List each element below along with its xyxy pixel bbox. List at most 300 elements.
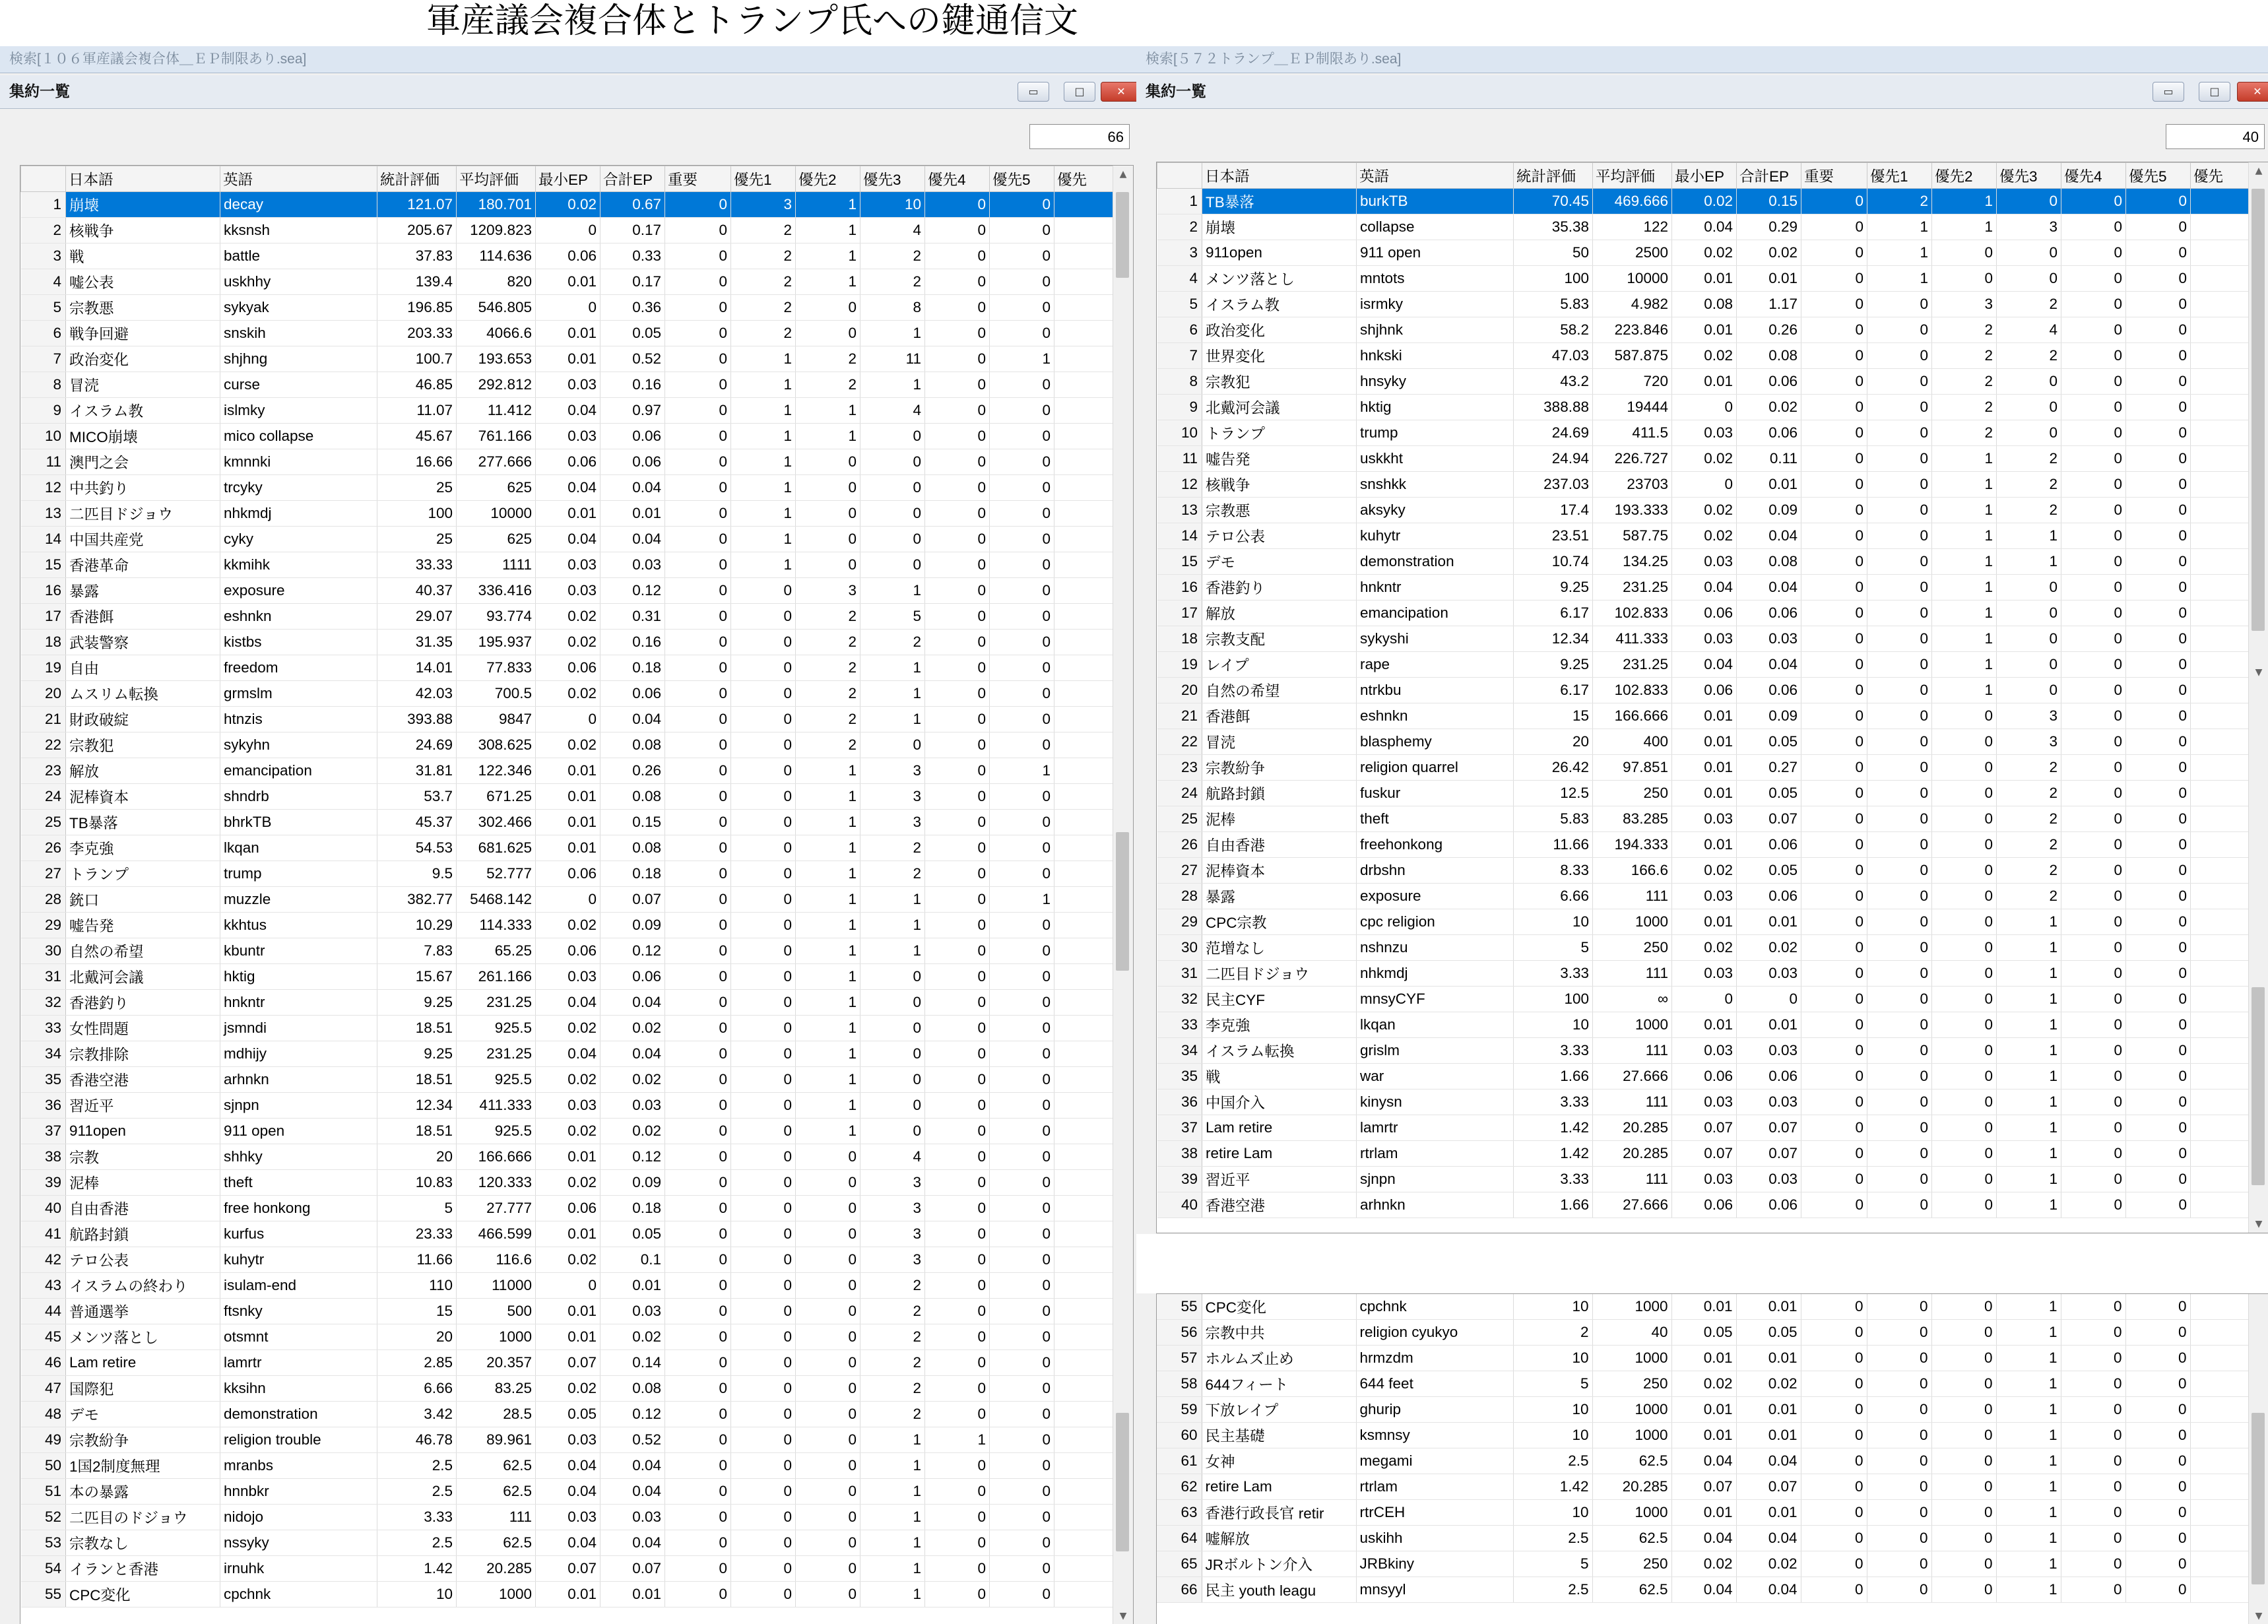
table-cell[interactable]: 核戦争	[66, 218, 220, 244]
table-cell[interactable]	[1054, 192, 1114, 218]
table-cell[interactable]: 0	[925, 1350, 990, 1376]
table-cell[interactable]: 0	[1997, 369, 2061, 395]
table-cell[interactable]	[1054, 269, 1114, 295]
table-cell[interactable]: 0	[731, 758, 796, 784]
table-cell[interactable]: 0	[925, 1324, 990, 1350]
scroll-up-arrow-icon[interactable]: ▲	[1119, 169, 1127, 179]
table-cell[interactable]: 0	[925, 501, 990, 527]
table-cell[interactable]: 0	[2061, 1115, 2126, 1141]
table-cell[interactable]: 0	[2126, 498, 2191, 523]
table-cell[interactable]: 0	[665, 861, 731, 887]
table-cell[interactable]: 0	[1931, 1320, 1996, 1346]
table-cell[interactable]: TB暴落	[1202, 189, 1357, 214]
table-cell[interactable]: 0	[796, 295, 860, 321]
table-cell[interactable]: 0	[1801, 1192, 1867, 1218]
table-cell[interactable]	[1054, 295, 1114, 321]
table-cell[interactable]: megami	[1356, 1448, 1513, 1474]
table-cell[interactable]: 10	[1514, 1012, 1593, 1038]
table-cell[interactable]: 0	[731, 1196, 796, 1221]
table-cell[interactable]: hktig	[1357, 395, 1514, 420]
column-header[interactable]: 優先2	[1932, 163, 1997, 189]
table-cell[interactable]: 中共釣り	[66, 475, 220, 501]
table-cell[interactable]: 0	[665, 681, 731, 707]
table-cell[interactable]: 114.636	[457, 244, 536, 269]
table-cell[interactable]: CPC変化	[1202, 1294, 1356, 1320]
table-cell[interactable]: 120.333	[457, 1170, 536, 1196]
table-cell[interactable]: 0	[2061, 935, 2126, 961]
table-cell[interactable]	[2191, 1064, 2250, 1089]
table-cell[interactable]: 0	[1801, 1423, 1867, 1448]
table-cell[interactable]: 0.06	[1737, 1064, 1801, 1089]
table-cell[interactable]: 0.06	[600, 449, 665, 475]
table-cell[interactable]: 1.42	[1513, 1474, 1592, 1500]
table-cell[interactable]: 5	[1514, 935, 1593, 961]
table-cell[interactable]: 0.03	[1672, 884, 1737, 909]
table-cell[interactable]: 0	[1997, 266, 2061, 292]
table-cell[interactable]: 0	[990, 1453, 1054, 1479]
table-cell[interactable]: 0	[1931, 1423, 1996, 1448]
table-cell[interactable]: 0	[731, 1093, 796, 1119]
table-cell[interactable]: 500	[457, 1299, 536, 1324]
table-cell[interactable]: 0.05	[1737, 858, 1801, 884]
table-cell[interactable]: 0.04	[1737, 575, 1801, 601]
table-cell[interactable]: 1	[990, 346, 1054, 372]
table-cell[interactable]: 0.06	[536, 1196, 600, 1221]
table-cell[interactable]: 0	[2126, 343, 2191, 369]
table-cell[interactable]: 0	[1801, 189, 1867, 214]
table-cell[interactable]: 1	[1996, 1500, 2061, 1526]
table-cell[interactable]: 0.04	[1737, 652, 1801, 678]
table-cell[interactable]: 本の暴露	[66, 1479, 220, 1505]
table-cell[interactable]: 暴露	[66, 578, 220, 604]
table-cell[interactable]: 1	[860, 1427, 925, 1453]
table-cell[interactable]: 0	[796, 1221, 860, 1247]
table-cell[interactable]: 0	[2125, 1294, 2190, 1320]
table-cell[interactable]: 0.01	[1736, 1500, 1801, 1526]
table-cell[interactable]: 0	[796, 1402, 860, 1427]
table-cell[interactable]: 0.14	[600, 1350, 665, 1376]
table-cell[interactable]: 0.17	[600, 269, 665, 295]
table-cell[interactable]: 0.09	[1737, 703, 1801, 729]
table-cell[interactable]: 0	[665, 218, 731, 244]
table-cell[interactable]: 10	[860, 192, 925, 218]
table-cell[interactable]: 0.04	[1671, 1577, 1736, 1603]
table-row[interactable]	[1157, 1012, 2250, 1038]
table-cell[interactable]: 0	[665, 964, 731, 990]
table-cell[interactable]: 0	[1801, 601, 1867, 626]
table-cell[interactable]: 2	[1997, 884, 2061, 909]
table-cell[interactable]: 0.97	[600, 398, 665, 424]
table-cell[interactable]: 302.466	[457, 810, 536, 835]
table-row[interactable]	[1157, 961, 2250, 987]
table-cell[interactable]: 25	[377, 475, 457, 501]
table-cell[interactable]: ntrkbu	[1357, 678, 1514, 703]
table-cell[interactable]: 9.25	[1514, 575, 1593, 601]
table-cell[interactable]: 0	[1801, 1500, 1867, 1526]
table-cell[interactable]: 0.18	[600, 1196, 665, 1221]
column-header[interactable]: 英語	[1357, 163, 1514, 189]
table-cell[interactable]: 0	[2061, 703, 2126, 729]
table-cell[interactable]: 250	[1592, 1551, 1671, 1577]
table-cell[interactable]: drbshn	[1357, 858, 1514, 884]
table-cell[interactable]: 1	[796, 1119, 860, 1144]
table-cell[interactable]: 0	[731, 1144, 796, 1170]
table-cell[interactable]: 0	[536, 218, 600, 244]
left-scroll-thumb[interactable]	[1116, 192, 1129, 278]
table-cell[interactable]: 暴露	[1202, 884, 1357, 909]
table-cell[interactable]: 0	[2126, 935, 2191, 961]
table-cell[interactable]: 0	[1867, 446, 1932, 472]
table-cell[interactable]: 香港空港	[66, 1067, 220, 1093]
table-cell[interactable]: 193.333	[1593, 498, 1672, 523]
column-header[interactable]: 平均評価	[1593, 163, 1672, 189]
table-cell[interactable]: 0	[1867, 652, 1932, 678]
table-cell[interactable]: 26.42	[1514, 755, 1593, 781]
table-cell[interactable]	[2191, 832, 2250, 858]
table-cell[interactable]: 1	[1932, 189, 1997, 214]
table-cell[interactable]: 1	[1932, 523, 1997, 549]
table-cell[interactable]: 1	[860, 372, 925, 398]
table-cell[interactable]: 宗教紛争	[1202, 755, 1357, 781]
table-cell[interactable]: 47.03	[1514, 343, 1593, 369]
table-cell[interactable]	[2190, 1371, 2249, 1397]
table-cell[interactable]: 0	[665, 1556, 731, 1582]
table-cell[interactable]: 180.701	[457, 192, 536, 218]
table-cell[interactable]: 0	[731, 990, 796, 1016]
table-row[interactable]	[1157, 575, 2250, 601]
table-cell[interactable]: grmslm	[220, 681, 377, 707]
table-cell[interactable]: 0	[2061, 1346, 2125, 1371]
table-cell[interactable]: 27.666	[1593, 1192, 1672, 1218]
table-cell[interactable]: 0	[1801, 395, 1867, 420]
table-cell[interactable]: htnzis	[220, 707, 377, 732]
column-header[interactable]: 統計評価	[1514, 163, 1593, 189]
table-row[interactable]	[21, 1350, 1114, 1376]
table-cell[interactable]: 0	[925, 1041, 990, 1067]
table-cell[interactable]: 0	[925, 1170, 990, 1196]
table-cell[interactable]: 0	[731, 1530, 796, 1556]
table-cell[interactable]: 2	[796, 346, 860, 372]
table-cell[interactable]: 0	[2126, 652, 2191, 678]
table-cell[interactable]: 0.04	[1672, 652, 1737, 678]
table-cell[interactable]: 0	[925, 990, 990, 1016]
table-cell[interactable]: 1	[796, 990, 860, 1016]
table-cell[interactable]: 0	[1867, 1577, 1931, 1603]
table-cell[interactable]: 0	[665, 758, 731, 784]
table-cell[interactable]: 0	[990, 1093, 1054, 1119]
table-row[interactable]	[1157, 1192, 2250, 1218]
table-cell[interactable]: 0	[1932, 884, 1997, 909]
table-cell[interactable]: 2	[860, 1402, 925, 1427]
table-cell[interactable]: 5	[1513, 1371, 1592, 1397]
table-cell[interactable]: 自由香港	[66, 1196, 220, 1221]
table-cell[interactable]: 2	[796, 707, 860, 732]
column-header[interactable]: 最小EP	[536, 166, 600, 192]
table-cell[interactable]: 27.777	[457, 1196, 536, 1221]
table-cell[interactable]: 45.67	[377, 424, 457, 449]
table-cell[interactable]: 0.27	[1737, 755, 1801, 781]
table-cell[interactable]: 0	[2061, 1500, 2125, 1526]
table-cell[interactable]: 1	[1867, 266, 1932, 292]
table-cell[interactable]: 0.06	[600, 424, 665, 449]
table-cell[interactable]: 国際犯	[66, 1376, 220, 1402]
table-cell[interactable]: 0	[2125, 1526, 2190, 1551]
table-cell[interactable]: 1	[1997, 1167, 2061, 1192]
table-cell[interactable]	[2191, 1089, 2250, 1115]
table-cell[interactable]	[1054, 1376, 1114, 1402]
table-cell[interactable]: 0	[1867, 1448, 1931, 1474]
table-cell[interactable]	[1054, 372, 1114, 398]
table-cell[interactable]: 0.04	[600, 1453, 665, 1479]
table-cell[interactable]: 0.03	[1672, 420, 1737, 446]
table-cell[interactable]	[2191, 961, 2250, 987]
table-cell[interactable]: 0	[925, 449, 990, 475]
table-cell[interactable]: 0	[665, 1016, 731, 1041]
table-cell[interactable]	[2191, 678, 2250, 703]
table-cell[interactable]: 2	[731, 321, 796, 346]
table-cell[interactable]: 2.5	[377, 1479, 457, 1505]
table-cell[interactable]: 0	[1801, 652, 1867, 678]
table-row[interactable]	[21, 346, 1114, 372]
table-cell[interactable]: 3	[860, 1170, 925, 1196]
table-cell[interactable]: 0	[925, 1505, 990, 1530]
table-row[interactable]	[1157, 1371, 2249, 1397]
table-cell[interactable]	[2191, 549, 2250, 575]
table-cell[interactable]: 0	[2061, 909, 2126, 935]
table-cell[interactable]: 0	[1931, 1346, 1996, 1371]
table-cell[interactable]: 1	[1996, 1320, 2061, 1346]
table-cell[interactable]: 香港釣り	[1202, 575, 1357, 601]
table-cell[interactable]: 1	[990, 887, 1054, 913]
table-cell[interactable]: 0.17	[600, 218, 665, 244]
table-row[interactable]	[21, 938, 1114, 964]
table-cell[interactable]: snshkk	[1357, 472, 1514, 498]
table-cell[interactable]: 0	[665, 1299, 731, 1324]
table-cell[interactable]: 0	[2125, 1577, 2190, 1603]
table-cell[interactable]: 1	[796, 784, 860, 810]
table-cell[interactable]	[2191, 523, 2250, 549]
table-cell[interactable]: 2	[731, 269, 796, 295]
table-cell[interactable]: 9.25	[1514, 652, 1593, 678]
table-cell[interactable]: 0.07	[600, 1556, 665, 1582]
table-row[interactable]	[21, 990, 1114, 1016]
table-cell[interactable]: 1.42	[1514, 1115, 1593, 1141]
table-cell[interactable]: 0.12	[600, 1402, 665, 1427]
table-row[interactable]	[21, 1067, 1114, 1093]
table-cell[interactable]: 0	[2126, 961, 2191, 987]
table-row[interactable]	[1157, 240, 2250, 266]
table-row[interactable]	[1157, 1526, 2249, 1551]
table-cell[interactable]: 0	[1867, 1474, 1931, 1500]
table-cell[interactable]: 1	[1997, 1012, 2061, 1038]
table-cell[interactable]: 0.05	[600, 321, 665, 346]
table-cell[interactable]	[1054, 1196, 1114, 1221]
table-row[interactable]	[21, 1041, 1114, 1067]
table-cell[interactable]: 0	[1801, 1346, 1867, 1371]
table-cell[interactable]: 范增なし	[1202, 935, 1357, 961]
table-cell[interactable]: 231.25	[457, 1041, 536, 1067]
table-cell[interactable]: 1	[1997, 549, 2061, 575]
table-cell[interactable]: 29.07	[377, 604, 457, 630]
table-cell[interactable]: 0.01	[1672, 729, 1737, 755]
table-cell[interactable]: 1	[1867, 240, 1932, 266]
table-cell[interactable]: 0	[796, 1427, 860, 1453]
table-cell[interactable]	[1054, 732, 1114, 758]
table-cell[interactable]: 0.01	[1737, 1012, 1801, 1038]
table-cell[interactable]: 2	[796, 630, 860, 655]
table-cell[interactable]: 0	[731, 707, 796, 732]
table-cell[interactable]: 0.04	[536, 527, 600, 552]
table-cell[interactable]: 0	[990, 1067, 1054, 1093]
table-cell[interactable]: 0	[536, 295, 600, 321]
table-cell[interactable]: 1	[860, 1505, 925, 1530]
table-row[interactable]	[21, 1016, 1114, 1041]
table-cell[interactable]: 香港行政長官 retir	[1202, 1500, 1356, 1526]
table-cell[interactable]: 0.02	[1672, 523, 1737, 549]
table-cell[interactable]	[1054, 1453, 1114, 1479]
table-cell[interactable]: 0	[2125, 1500, 2190, 1526]
table-row[interactable]	[21, 1530, 1114, 1556]
table-cell[interactable]: 0	[1867, 1371, 1931, 1397]
table-cell[interactable]: freehonkong	[1357, 832, 1514, 858]
table-cell[interactable]: 5	[860, 604, 925, 630]
table-row[interactable]	[21, 1324, 1114, 1350]
left-scroll-thumb-mid[interactable]	[1116, 832, 1129, 971]
table-row[interactable]	[21, 424, 1114, 449]
table-cell[interactable]: 122.346	[457, 758, 536, 784]
right-scroll-thumb[interactable]	[2252, 189, 2265, 631]
table-cell[interactable]: 0.01	[1736, 1294, 1801, 1320]
table-cell[interactable]: kksihn	[220, 1376, 377, 1402]
table-cell[interactable]: 0	[1801, 703, 1867, 729]
table-cell[interactable]: 0.04	[600, 990, 665, 1016]
table-cell[interactable]	[2191, 1115, 2250, 1141]
right-scroll-thumb-low[interactable]	[2252, 987, 2265, 1185]
table-cell[interactable]: 0	[796, 449, 860, 475]
table-cell[interactable]: 1000	[457, 1582, 536, 1608]
table-cell[interactable]: 0	[1867, 549, 1932, 575]
table-cell[interactable]: 0	[2061, 1423, 2125, 1448]
table-cell[interactable]: 9.25	[377, 990, 457, 1016]
table-cell[interactable]: 0.03	[1672, 626, 1737, 652]
table-cell[interactable]: 1	[796, 1067, 860, 1093]
table-cell[interactable]	[2191, 1141, 2250, 1167]
table-cell[interactable]: 0	[925, 218, 990, 244]
table-cell[interactable]: 2	[796, 681, 860, 707]
table-cell[interactable]	[2191, 343, 2250, 369]
table-cell[interactable]: 0	[1801, 1448, 1867, 1474]
table-cell[interactable]: 香港餌	[1202, 703, 1357, 729]
table-cell[interactable]: 0.04	[536, 398, 600, 424]
table-cell[interactable]: 0	[1672, 987, 1737, 1012]
table-cell[interactable]: 航路封鎖	[66, 1221, 220, 1247]
table-cell[interactable]: 0.09	[1737, 498, 1801, 523]
table-cell[interactable]: 546.805	[457, 295, 536, 321]
table-cell[interactable]: 0.29	[1737, 214, 1801, 240]
table-cell[interactable]: 0.01	[1672, 703, 1737, 729]
table-cell[interactable]: 18.51	[377, 1119, 457, 1144]
table-cell[interactable]: war	[1357, 1064, 1514, 1089]
table-cell[interactable]: 0	[1801, 1141, 1867, 1167]
table-cell[interactable]: trump	[220, 861, 377, 887]
table-cell[interactable]: 0	[2126, 472, 2191, 498]
table-cell[interactable]: 0	[990, 269, 1054, 295]
table-row[interactable]	[1157, 1038, 2250, 1064]
table-cell[interactable]: 2	[860, 244, 925, 269]
table-cell[interactable]: 134.25	[1593, 549, 1672, 575]
table-cell[interactable]: 0	[2061, 1089, 2126, 1115]
table-cell[interactable]: 0	[925, 552, 990, 578]
table-cell[interactable]: 4066.6	[457, 321, 536, 346]
table-cell[interactable]: 2	[1513, 1320, 1592, 1346]
table-cell[interactable]: 0.02	[1672, 498, 1737, 523]
table-cell[interactable]: 46.85	[377, 372, 457, 398]
table-row[interactable]	[1157, 472, 2250, 498]
table-cell[interactable]: 466.599	[457, 1221, 536, 1247]
table-row[interactable]	[21, 861, 1114, 887]
table-cell[interactable]: shhky	[220, 1144, 377, 1170]
table-cell[interactable]: 205.67	[377, 218, 457, 244]
table-cell[interactable]: 0	[2125, 1423, 2190, 1448]
table-cell[interactable]: 0	[990, 861, 1054, 887]
table-cell[interactable]: 1	[1996, 1346, 2061, 1371]
table-cell[interactable]	[2191, 395, 2250, 420]
table-cell[interactable]: 0	[2125, 1346, 2190, 1371]
table-row[interactable]	[1157, 498, 2250, 523]
table-cell[interactable]: 20	[377, 1324, 457, 1350]
table-cell[interactable]: 1	[796, 1041, 860, 1067]
table-cell[interactable]: テロ公表	[66, 1247, 220, 1273]
table-row[interactable]	[21, 887, 1114, 913]
table-cell[interactable]: 0	[665, 578, 731, 604]
table-cell[interactable]	[1054, 1299, 1114, 1324]
table-cell[interactable]: 解放	[1202, 601, 1357, 626]
table-cell[interactable]: 0.16	[600, 372, 665, 398]
table-cell[interactable]: 0	[1801, 1089, 1867, 1115]
table-cell[interactable]: 1	[860, 655, 925, 681]
table-cell[interactable]: 0.02	[536, 630, 600, 655]
table-cell[interactable]: 0	[665, 1273, 731, 1299]
table-cell[interactable]: 0	[2061, 1167, 2126, 1192]
table-cell[interactable]: 0	[925, 964, 990, 990]
table-cell[interactable]: 0	[2126, 729, 2191, 755]
table-cell[interactable]: jsmndi	[220, 1016, 377, 1041]
table-cell[interactable]: 1	[1996, 1423, 2061, 1448]
table-cell[interactable]	[1054, 1119, 1114, 1144]
table-cell[interactable]: 0.06	[600, 681, 665, 707]
table-cell[interactable]: 0.02	[1737, 395, 1801, 420]
table-cell[interactable]: 2	[1997, 806, 2061, 832]
table-cell[interactable]: 644 feet	[1356, 1371, 1513, 1397]
table-cell[interactable]: 宗教悪	[66, 295, 220, 321]
table-cell[interactable]: 2	[1997, 832, 2061, 858]
table-cell[interactable]: 33.33	[377, 552, 457, 578]
table-row[interactable]	[21, 1221, 1114, 1247]
table-cell[interactable]	[1054, 1041, 1114, 1067]
table-cell[interactable]: 嘘告発	[66, 913, 220, 938]
table-cell[interactable]	[1054, 938, 1114, 964]
table-row[interactable]	[21, 1119, 1114, 1144]
table-cell[interactable]: 政治変化	[66, 346, 220, 372]
table-cell[interactable]: 0	[2061, 266, 2126, 292]
table-cell[interactable]: 3	[860, 784, 925, 810]
table-cell[interactable]: 6.66	[1514, 884, 1593, 909]
table-row[interactable]	[21, 552, 1114, 578]
table-row[interactable]	[1157, 343, 2250, 369]
scroll-down-arrow-icon-2[interactable]: ▼	[2255, 1219, 2263, 1229]
table-cell[interactable]: 0	[731, 913, 796, 938]
table-cell[interactable]: 0	[1867, 1397, 1931, 1423]
